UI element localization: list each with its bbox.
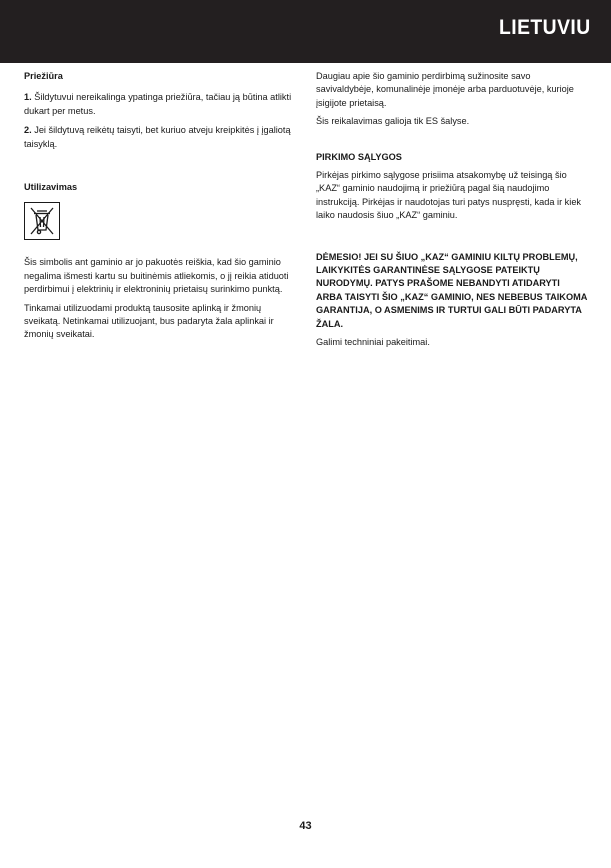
right-column (316, 70, 588, 350)
item-number: 2. (24, 125, 32, 136)
language-title: LIETUVIU (499, 16, 591, 39)
disposal-paragraph-2: Tinkamai utilizuodami produktą tausosite aplinką ir žmonių sveikatą. Netinkamai utilizuojant, bus padaryta žala aplinkai ir žmonių sveikatai. (24, 302, 274, 340)
item-number: 1. (24, 92, 32, 103)
technical-changes-note: Galimi techniniai pakeitimai. (316, 337, 430, 348)
maintenance-item-1 (24, 91, 292, 118)
language-banner (0, 0, 611, 63)
purchase-conditions-heading: PIRKIMO SĄLYGOS (316, 151, 402, 162)
maintenance-heading: Priežiūra (24, 71, 63, 81)
left-column (24, 70, 292, 342)
item-text: Jei šildytuvą reikėtų taisyti, bet kuriuo atveju kreipkitės į įgaliotą taisyklą. (24, 125, 291, 149)
eu-only-note: Šis reikalavimas galioja tik ES šalyse. (316, 116, 470, 127)
disposal-paragraph-1: Šis simbolis ant gaminio ar jo pakuotės reiškia, kad šio gaminio negalima išmesti kartu su buitinėmis atliekomis, o jį reikia atiduoti perdirbimui į elektrinių ir elektroninių prietaisų surinkimo punktą. (24, 257, 289, 295)
recycling-paragraph: Daugiau apie šio gaminio perdirbimą sužinosite savo savivaldybėje, komunalinėje įmonėje arba parduotuvėje, kurioje įsigijote prietaisą. (316, 71, 574, 108)
item-text: Šildytuvui nereikalinga ypatinga priežiūra, tačiau ją būtina atlikti dukart per metus. (24, 92, 292, 116)
warning-text: DĖMESIO! JEI SU ŠIUO „KAZ“ GAMINIU KILTŲ PROBLEMŲ, LAIKYKITĖS GARANTINĖSE SĄLYGOSE PATEIKTŲ NURODYMŲ. PATYS PRAŠOME NEBANDYTI ATIDARYTI ARBA TAISYTI ŠIO „KAZ“ GAMINIO, NES NEBEBUS TAIKOMA GARANTIJA, O ASMENIMS IR TURTUI GALI BŪTI PADARYTA ŽALA. (316, 251, 588, 329)
disposal-heading: Utilizavimas (24, 182, 78, 193)
purchase-conditions-text: Pirkėjas pirkimo sąlygose prisiima atsakomybę už teisingą šio „KAZ“ gaminio naudojimą ir priežiūrą pagal šią naudojimo instrukciją. Pirkėjas ir naudotojas turi patys nuspręsti, kada ir kiek laiko naudosis šiuo „KAZ“ gaminiu. (316, 170, 582, 221)
crossed-out-wheelie-bin-icon (24, 202, 60, 240)
page-number: 43 (299, 820, 312, 832)
maintenance-item-2 (24, 124, 292, 151)
